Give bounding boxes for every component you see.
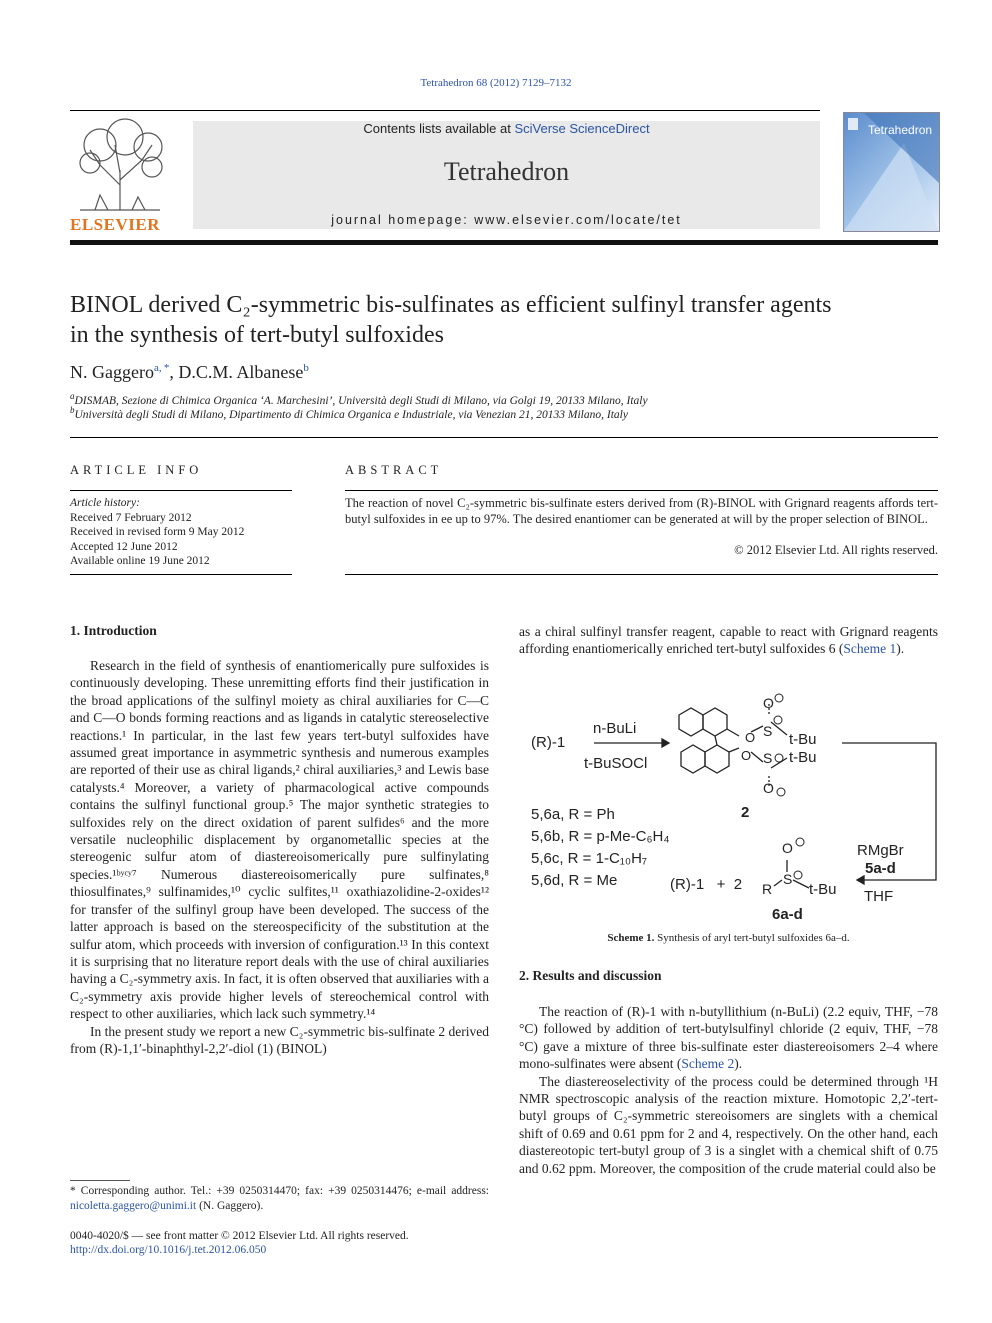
affiliation-a-text: DISMAB, Sezione di Chimica Organica ‘A. Marchesini’, Università degli Studi di Milano, via Golgi 19, 20133 Milano, Italy	[74, 395, 648, 407]
journal-title: Tetrahedron	[443, 157, 570, 186]
right-p0-end: ).	[896, 641, 905, 657]
corresponding-text: * Corresponding author. Tel.: +39 0250314470; fax: +39 0250314476; e-mail address:	[70, 1185, 489, 1197]
affiliation-a	[70, 391, 648, 407]
results-p1-text: The reaction of (R)-1 with n-butyllithium (n-BuLi) (2.2 equiv, THF, −78 °C) followed by addition of tert-butylsulfinyl chloride (2 equiv, THF, −78 °C) gave a mixture of three bis-sulfinate ester diastereoisomers 2–4 where mono-sulfinates were absent (	[519, 1004, 938, 1072]
intro-heading: 1. Introduction	[70, 623, 157, 638]
contents-line	[193, 121, 820, 136]
info-rule-top	[70, 490, 292, 491]
intro-paragraph-1: Research in the field of synthesis of enantiomerically pure sulfoxides is continuously developing. These unremitting efforts find their justification in the broad applications of the sulfinyl moiety as chiral auxiliaries for C—C and C—O bonds forming reactions and as ligands in catalytic stereoselective reactions.¹ In particular, in the last few years tert-butyl sulfoxides have assumed great importance in asymmetric synthesis and numerous examples are reported of their use as chiral ligands,² chiral auxiliaries,³ and Lewis base catalysts.⁴ Moreover, a variety of pharmacological active compounds contains the sulfinyl functional group.⁵ The major synthetic strategies to sulfoxides rely on the direct oxidation of parent sulfides⁶ and the more versatile nucleophilic displacement by organometallic species at the stereogenic sulfur atom of diastereoisomerically pure sulfinylating species.¹ᵇʸᶜʸ⁷ Numerous diastereoisomerically pure sulfinates,⁸ thiosulfinates,⁹ sulfinamides,¹⁰ cyclic sulfites,¹¹ oxathiazolidine-2-oxides¹² for transfer of the sulfinyl group have been developed. The success of the latter approach is based on the stereospecificity of the substitution at the sulfur atom, which proceeds with inversion of configuration.¹³ In this context it is surprising that no literature report deals with the use of chiral auxiliaries having a C₂-symmetry axis. In fact, it is often observed that auxiliaries with a C₂-symmetry axis provide higher levels of stereochemical control with respect to other auxiliaries, which lack such symmetry.¹⁴	[70, 658, 489, 1022]
header-thick-rule	[70, 240, 938, 245]
results-body	[519, 1003, 938, 1177]
scheme-reagent-top: n-BuLi	[593, 720, 637, 737]
results-paragraph-1	[519, 1003, 938, 1073]
scheme-1-link[interactable]: Scheme 1	[843, 641, 897, 657]
history-revised: Received in revised form 9 May 2012	[70, 526, 245, 538]
abstract-rule-bottom	[345, 574, 938, 575]
abstract-copyright: © 2012 Elsevier Ltd. All rights reserved.	[734, 543, 938, 557]
author-1[interactable]: N. Gaggero	[70, 362, 154, 382]
history-accepted: Accepted 12 June 2012	[70, 540, 178, 553]
abstract-heading: ABSTRACT	[345, 463, 443, 477]
scheme-solvent: THF	[864, 888, 894, 905]
affiliation-a-mark: a	[70, 391, 75, 402]
scheme-ether-o1: O	[745, 730, 756, 745]
results-heading: 2. Results and discussion	[519, 968, 662, 983]
scheme-2-link[interactable]: Scheme 2	[681, 1056, 735, 1072]
author-list	[70, 362, 309, 383]
author-2[interactable]: D.C.M. Albanese	[178, 362, 304, 382]
scheme-oxygen-top: O	[763, 695, 774, 711]
scheme-product-label: 6a-d	[772, 906, 803, 923]
scheme-product-r: R	[762, 881, 773, 897]
info-rule-bottom	[70, 574, 292, 575]
right-paragraph-0	[519, 623, 938, 658]
results-paragraph-2: The diastereoselectivity of the process could be determined through ¹H NMR spectroscopic analysis of the reaction mixture. Homotopic 2,2′-tert-butyl groups of C₂-symmetric stereoisomers are singlets with a chemical shift of 0.69 and 0.61 ppm for 2 and 4, respectively. On the other hand, each diastereotopic tert-butyl group of 3 is a singlet with a chemical shift of 0.75 and 0.62 ppm. Moreover, the composition of the crude material could also be	[519, 1073, 938, 1176]
publisher-name: ELSEVIER	[70, 215, 160, 234]
header-rule	[70, 110, 820, 111]
scheme-list-a: 5,6a, R = Ph	[531, 806, 615, 823]
scheme-products: (R)-1 + 2	[670, 876, 743, 893]
email-suffix: (N. Gaggero).	[196, 1200, 264, 1212]
history-received: Received 7 February 2012	[70, 511, 192, 524]
article-title	[70, 290, 940, 350]
abstract-text: The reaction of novel C₂-symmetric bis-sulfinate esters derived from (R)-BINOL with Grignard reagents affords tert-butyl sulfoxides in ee up to 97%. The desired enantiomer can be generated at will by the proper selection of BINOL.	[345, 496, 938, 526]
journal-homepage[interactable]: journal homepage: www.elsevier.com/locate/tet	[331, 213, 682, 227]
history-online: Available online 19 June 2012	[70, 555, 210, 567]
intro-body	[70, 657, 489, 1057]
scheme-list-d: 5,6d, R = Me	[531, 872, 618, 889]
sciencedirect-link[interactable]: SciVerse ScienceDirect	[514, 121, 650, 136]
affiliation-rule	[70, 437, 938, 438]
author-email-link[interactable]: nicoletta.gaggero@unimi.it	[70, 1200, 197, 1212]
abstract-rule-top	[345, 490, 938, 491]
scheme-sulfur-bottom: S	[763, 750, 773, 766]
issn-line: 0040-4020/$ — see front matter © 2012 Elsevier Ltd. All rights reserved.	[70, 1230, 409, 1242]
scheme-grignard: RMgBr	[857, 842, 904, 859]
scheme-1-figure	[519, 690, 938, 925]
scheme-product-tbu: t-Bu	[809, 881, 837, 898]
author-separator: ,	[169, 362, 179, 382]
journal-reference[interactable]: Tetrahedron 68 (2012) 7129–7132	[420, 77, 572, 89]
affiliation-b-text: Università degli Studi di Milano, Dipartimento di Chimica Organica e Industriale, via Venezian 21, 20133 Milano, Italy	[74, 409, 628, 421]
history-label: Article history:	[70, 497, 140, 509]
title-line-2: in the synthesis of tert-butyl sulfoxides	[70, 322, 444, 348]
scheme-caption-label: Scheme 1.	[607, 932, 655, 944]
scheme-reagent-bottom: t-BuSOCl	[584, 755, 648, 772]
contents-prefix: Contents lists available at	[363, 121, 515, 136]
scheme-sulfur-top: S	[763, 723, 773, 739]
affiliation-b	[70, 405, 628, 421]
author-1-marks[interactable]: a, *	[153, 362, 170, 374]
scheme-caption-text: Synthesis of aryl tert-butyl sulfoxides 6a–d.	[657, 932, 850, 944]
scheme-oxygen-bottom: O	[763, 780, 774, 796]
footnote-rule	[70, 1180, 130, 1181]
scheme-product-sulfur: S	[783, 871, 793, 887]
results-p1-end: ).	[734, 1056, 743, 1072]
author-2-marks[interactable]: b	[303, 362, 309, 374]
scheme-compound-list	[531, 804, 669, 892]
scheme-grignard-compound: 5a-d	[865, 860, 896, 877]
scheme-1-caption	[519, 932, 938, 944]
scheme-list-b: 5,6b, R = p-Me-C₆H₄	[531, 828, 670, 845]
elsevier-tree-icon	[70, 115, 170, 215]
cover-title: Tetrahedron	[868, 123, 933, 137]
elsevier-logo	[70, 115, 170, 233]
right-p0-text: as a chiral sulfinyl transfer reagent, capable to react with Grignard reagents affording enantiomerically enriched tert-butyl sulfoxides 6 (	[519, 624, 938, 657]
scheme-compound-2: 2	[741, 804, 750, 821]
scheme-tbu-1: t-Bu	[789, 731, 817, 748]
article-history	[70, 496, 244, 569]
article-info-heading: ARTICLE INFO	[70, 463, 203, 477]
title-line-1: BINOL derived C₂-symmetric bis-sulfinates as efficient sulfinyl transfer agents	[70, 292, 832, 318]
affiliation-b-mark: b	[70, 405, 75, 416]
journal-cover	[843, 112, 940, 232]
scheme-ether-o2: O	[741, 748, 752, 763]
scheme-product-oxygen: O	[782, 840, 793, 856]
intro-paragraph-2: In the present study we report a new C₂-symmetric bis-sulfinate 2 derived from (R)-1,1′-binaphthyl-2,2′-diol (1) (BINOL)	[70, 1023, 489, 1056]
doi-link[interactable]: http://dx.doi.org/10.1016/j.tet.2012.06.050	[70, 1244, 267, 1256]
corresponding-footnote	[70, 1184, 489, 1214]
scheme-list-c: 5,6c, R = 1-C₁₀H₇	[531, 850, 648, 867]
scheme-start: (R)-1	[531, 734, 566, 751]
scheme-tbu-2: t-Bu	[789, 749, 817, 766]
